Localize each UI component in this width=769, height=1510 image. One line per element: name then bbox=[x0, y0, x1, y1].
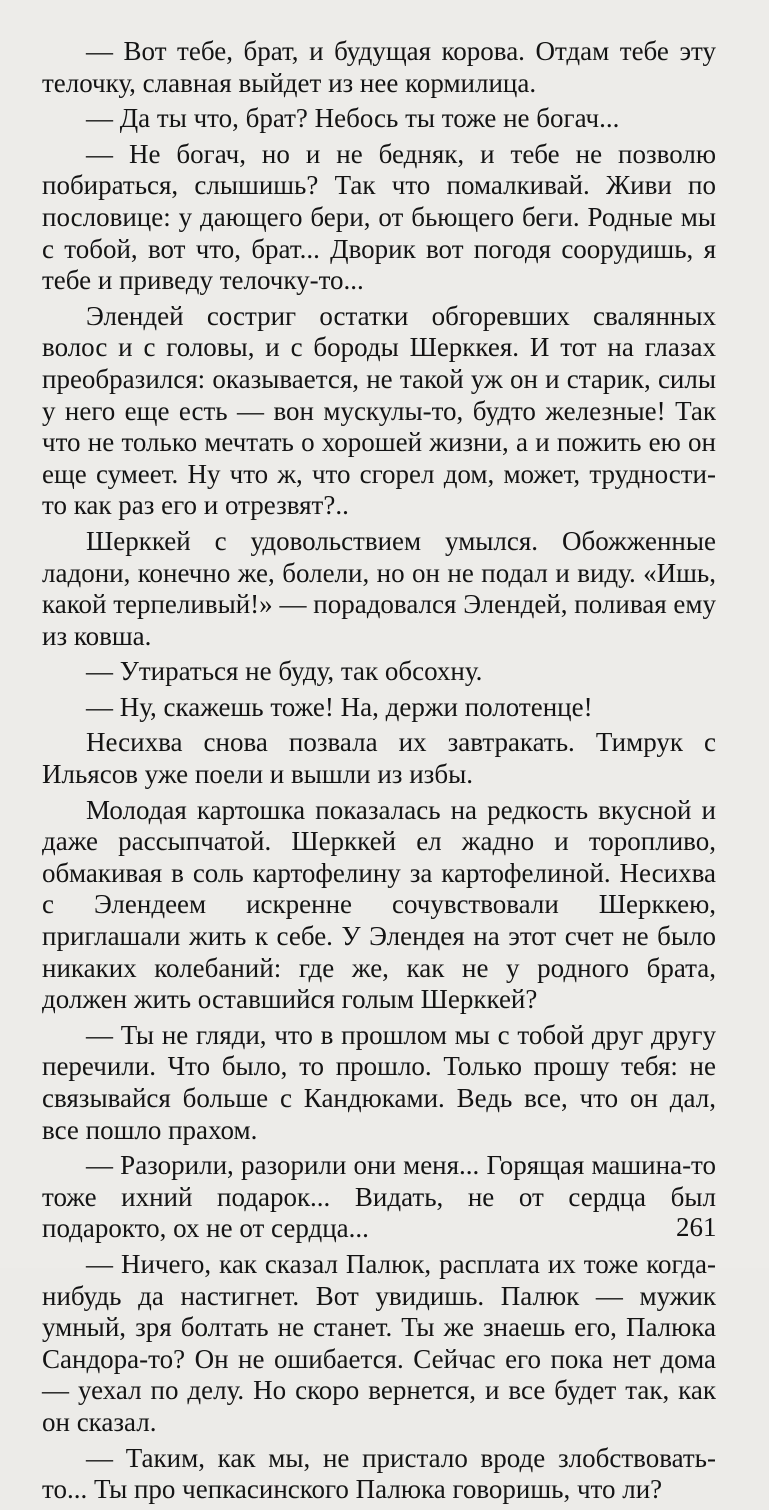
paragraph: Элендей состриг остатки обгоревших свалянных волос и с головы, и с бороды Шерккея. И тот на глазах преобразился: оказывается, не такой уж он и старик, силы у него еще есть — вон мускулы-то, будто железные! Так что не только мечтать о хорошей жизни, а и пожить ею он еще сумеет. Ну что ж, что сгорел дом, может, трудности-то как раз его и отрезвят?.. bbox=[42, 300, 716, 521]
page-text-block bbox=[42, 36, 716, 1510]
paragraph: — Ничего, как сказал Палюк, расплата их тоже когда-нибудь да настигнет. Вот увидишь. Палюк — мужик умный, зря болтать не станет. Ты же знаешь его, Палюка Сандора-то? Он не ошибается. Сейчас его пока нет дома — уехал по делу. Но скоро вернется, и все будет так, как он сказал. bbox=[42, 1248, 716, 1437]
paragraph: Несихва снова позвала их завтракать. Тимрук с Ильясов уже поели и вышли из избы. bbox=[42, 727, 716, 790]
paragraph: — Не богач, но и не бедняк, и тебе не позволю побираться, слышишь? Так что помалкивай. Живи по пословице: у дающего бери, от бьющего беги. Родные мы с тобой, вот что, брат... Дворик вот погодя соорудишь, я тебе и приведу телочку-то... bbox=[42, 138, 716, 296]
paragraph: — Утираться не буду, так обсохну. bbox=[86, 656, 483, 687]
paragraph: — Вот тебе, брат, и будущая корова. Отдам тебе эту телочку, славная выйдет из нее кормилица. bbox=[42, 36, 716, 98]
page-number: 261 bbox=[676, 1212, 717, 1242]
paragraph: — Да ты что, брат? Небось ты тоже не богач... bbox=[86, 103, 620, 134]
paragraph: Молодая картошка показалась на редкость вкусной и даже рассыпчатой. Шерккей ел жадно и торопливо, обмакивая в соль картофелину за картофелиной. Несихва с Элендеем искренне сочувствовали Шерккею, приглашали жить к себе. У Элендея на этот счет не было никаких колебаний: где же, как не у родного брата, должен жить оставшийся голым Шерккей? bbox=[42, 794, 716, 1015]
paragraph: — Таким, как мы, не пристало вроде злобствовать-то... Ты про чепкасинского Палюка говоришь, что ли? bbox=[42, 1442, 716, 1505]
paragraph: — Разорили, разорили они меня... Горящая машина-то тоже ихний подарок... Видать, не от сердца был подарокто, ох не от сердца... bbox=[42, 1150, 716, 1244]
paragraph: Шерккей с удовольствием умылся. Обожженные ладони, конечно же, болели, но он не подал и виду. «Ишь, какой терпеливый!» — порадовался Элендей, поливая ему из ковша. bbox=[42, 525, 716, 651]
paragraph: — Ну, скажешь тоже! На, держи полотенце! bbox=[86, 691, 593, 722]
paragraph: — Ты не гляди, что в прошлом мы с тобой друг другу перечили. Что было, то прошло. Только прошу тебя: не связывайся больше с Кандюками. Ведь все, что он дал, все пошло прахом. bbox=[42, 1019, 716, 1145]
